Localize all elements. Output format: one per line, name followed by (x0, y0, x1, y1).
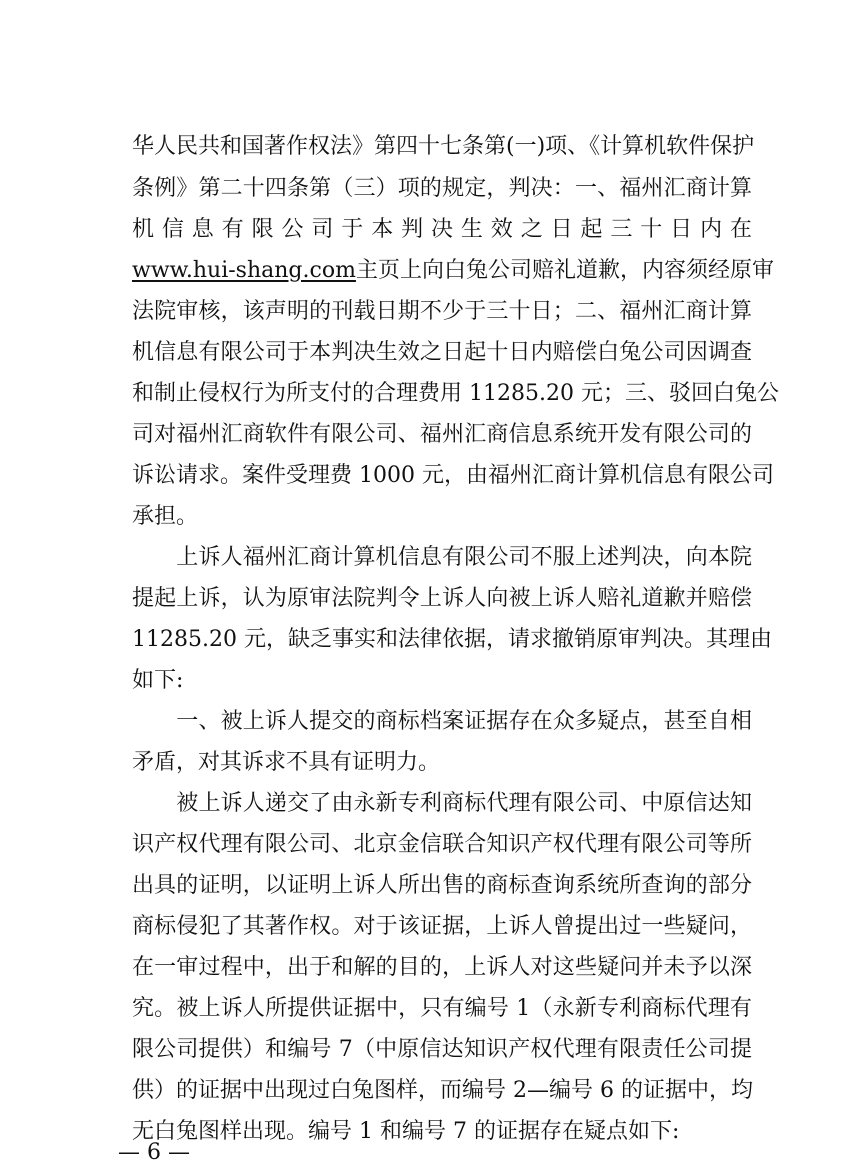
text-line: 在一审过程中，出于和解的目的，上诉人对这些疑问并未予以深 (132, 955, 752, 980)
text-line: 和制止侵权行为所支付的合理费用 11285.20 元；三、驳回白兔公 (132, 381, 779, 406)
text-line: 如下: (132, 668, 184, 693)
website-link[interactable]: www.hui-shang.com (132, 258, 356, 283)
text-line: 法院审核，该声明的刊载日期不少于三十日；二、福州汇商计算 (132, 299, 752, 324)
text-line: 华人民共和国著作权法》第四十七条第(一)项、《计算机软件保护 (132, 134, 755, 159)
text-line: 被上诉人递交了由永新专利商标代理有限公司、中原信达知 (132, 791, 752, 816)
text-line: 究。被上诉人所提供证据中，只有编号 1（永新专利商标代理有 (132, 996, 752, 1021)
text-line: 11285.20 元，缺乏事实和法律依据，请求撤销原审判决。其理由 (132, 627, 772, 652)
text-line: 机信息有限公司于本判决生效之日起十日内赔偿白兔公司因调查 (132, 340, 752, 365)
text-line: 诉讼请求。案件受理费 1000 元，由福州汇商计算机信息有限公司 (132, 463, 774, 488)
text-line: 一、被上诉人提交的商标档案证据存在众多疑点，甚至自相 (132, 709, 752, 734)
text-line: 司对福州汇商软件有限公司、福州汇商信息系统开发有限公司的 (132, 422, 752, 447)
text-line: 限公司提供）和编号 7（中原信达知识产权代理有限责任公司提 (132, 1037, 752, 1062)
text-line: 识产权代理有限公司、北京金信联合知识产权代理有限公司等所 (132, 832, 752, 857)
text-line: 出具的证明，以证明上诉人所出售的商标查询系统所查询的部分 (132, 873, 752, 898)
text-line: 条例》第二十四条第（三）项的规定，判决：一、福州汇商计算 (132, 176, 752, 201)
text-line-rest: 主页上向白兔公司赔礼道歉，内容须经原审 (355, 258, 774, 283)
text-line: 上诉人福州汇商计算机信息有限公司不服上述判决，向本院 (132, 545, 752, 570)
text-line: 矛盾，对其诉求不具有证明力。 (132, 750, 441, 775)
page-number: — 6 — (118, 1140, 190, 1165)
text-line-with-url (132, 254, 774, 288)
text-line: 提起上诉，认为原审法院判令上诉人向被上诉人赔礼道歉并赔偿 (132, 586, 752, 611)
text-line: 承担。 (132, 504, 199, 529)
text-line: 机信息有限公司于本判决生效之日起三十日内在 (132, 217, 752, 242)
text-line: 供）的证据中出现过白兔图样，而编号 2—编号 6 的证据中，均 (132, 1078, 753, 1103)
text-line: 无白兔图样出现。编号 1 和编号 7 的证据存在疑点如下: (132, 1119, 680, 1144)
text-line: 商标侵犯了其著作权。对于该证据，上诉人曾提出过一些疑问， (132, 914, 752, 939)
